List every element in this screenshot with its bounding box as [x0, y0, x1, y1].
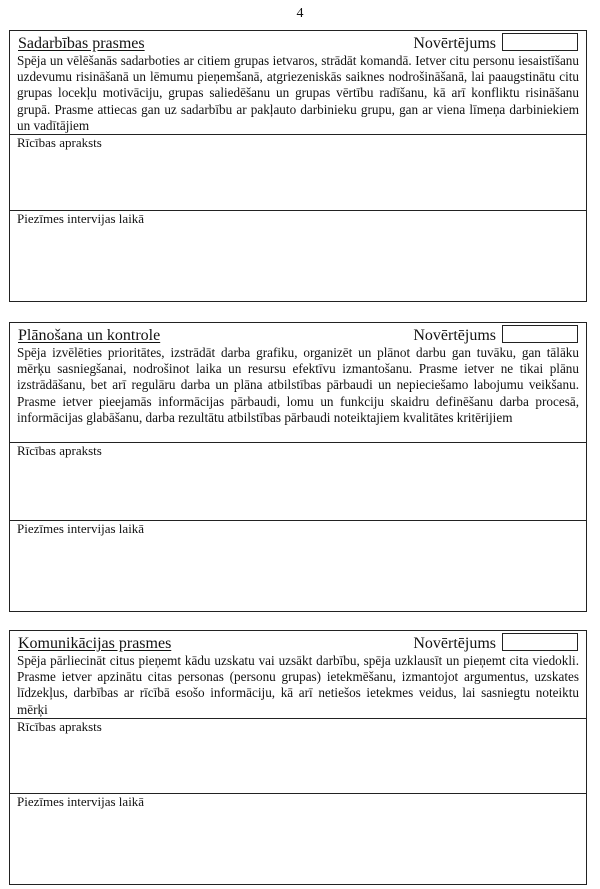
- section-description: Spēja un vēlēšanās sadarboties ar citiem grupas ietvaros, strādāt komandā. Ietver citu personu iesaistīšanu uzdevumu risināšanā un lēmumu pieņemšanā, atgriezeniskās saiknes nodrošināšanā, lai paaugstinātu citu grupas locekļu motivāciju, grupas saliedēšanu un grupas vērtību radīšanu, kā arī konfliktu risināšanu grupā. Prasme attiecas gan uz sadarbību ar pakļauto darbinieku grupu, gan ar viena līmeņa darbiniekiem un vadītājiem: [17, 53, 579, 133]
- action-description-field[interactable]: [10, 718, 586, 793]
- section-description: Spēja pārliecināt citus pieņemt kādu uzskatu vai uzsākt darbību, spēja uzklausīt un pieņemt cita viedokli. Prasme ietver apzinātu citas personas (personu grupas) ietekmēšanu, izmantojot argumentus, uzskates līdzekļus, darbības ar rīcībā esošo informāciju, kā arī netiešos ietekmes veidus, lai sasniegtu noteiktu mērķi: [17, 653, 579, 717]
- action-description-label: Rīcības apraksts: [17, 719, 102, 734]
- rating: [413, 33, 578, 53]
- rating-input-box[interactable]: [502, 33, 578, 51]
- action-description-field[interactable]: [10, 134, 586, 210]
- interview-notes-label: Piezīmes intervijas laikā: [17, 211, 145, 226]
- rating-input-box[interactable]: [502, 633, 578, 651]
- interview-notes-field[interactable]: [10, 793, 586, 869]
- rating: [413, 633, 578, 653]
- interview-notes-label: Piezīmes intervijas laikā: [17, 521, 145, 536]
- section-planning-control: [9, 322, 587, 612]
- interview-notes-field[interactable]: [10, 520, 586, 599]
- section-title: Komunikācijas prasmes: [18, 635, 172, 652]
- rating-label: Novērtējums: [413, 635, 496, 652]
- section-title: Sadarbības prasmes: [18, 35, 145, 52]
- interview-notes-field[interactable]: [10, 210, 586, 286]
- section-collaboration-skills: [9, 30, 587, 302]
- section-description: Spēja izvēlēties prioritātes, izstrādāt darba grafiku, organizēt un plānot darbu gan tuvāku, gan tālāku mērķu sasniegšanai, nodrošinot laika un resursu efektīvu izmantošanu. Prasme ietver ne tikai plānu izstrādāšanu, bet arī regulāru darba un plāna atbilstības pārbaudi un nepieciešamo labojumu veikšanu. Prasme ietver pieejamās informācijas pārbaudi, lomu un funkciju skaidru definēšanu darba procesā, informācijas glabāšanu, darba rezultātu atbilstības pārbaudi noteiktajiem kvalitātes kritērijiem: [17, 345, 579, 425]
- rating-label: Novērtējums: [413, 35, 496, 52]
- rating-input-box[interactable]: [502, 325, 578, 343]
- section-header: [18, 323, 578, 345]
- rating-label: Novērtējums: [413, 327, 496, 344]
- action-description-field[interactable]: [10, 442, 586, 520]
- section-title: Plānošana un kontrole: [18, 327, 161, 344]
- section-header: [18, 631, 578, 653]
- action-description-label: Rīcības apraksts: [17, 443, 102, 458]
- page-number: 4: [296, 6, 304, 21]
- section-communication-skills: [9, 630, 587, 885]
- interview-notes-label: Piezīmes intervijas laikā: [17, 794, 145, 809]
- section-header: [18, 31, 578, 53]
- action-description-label: Rīcības apraksts: [17, 135, 102, 150]
- rating: [413, 325, 578, 345]
